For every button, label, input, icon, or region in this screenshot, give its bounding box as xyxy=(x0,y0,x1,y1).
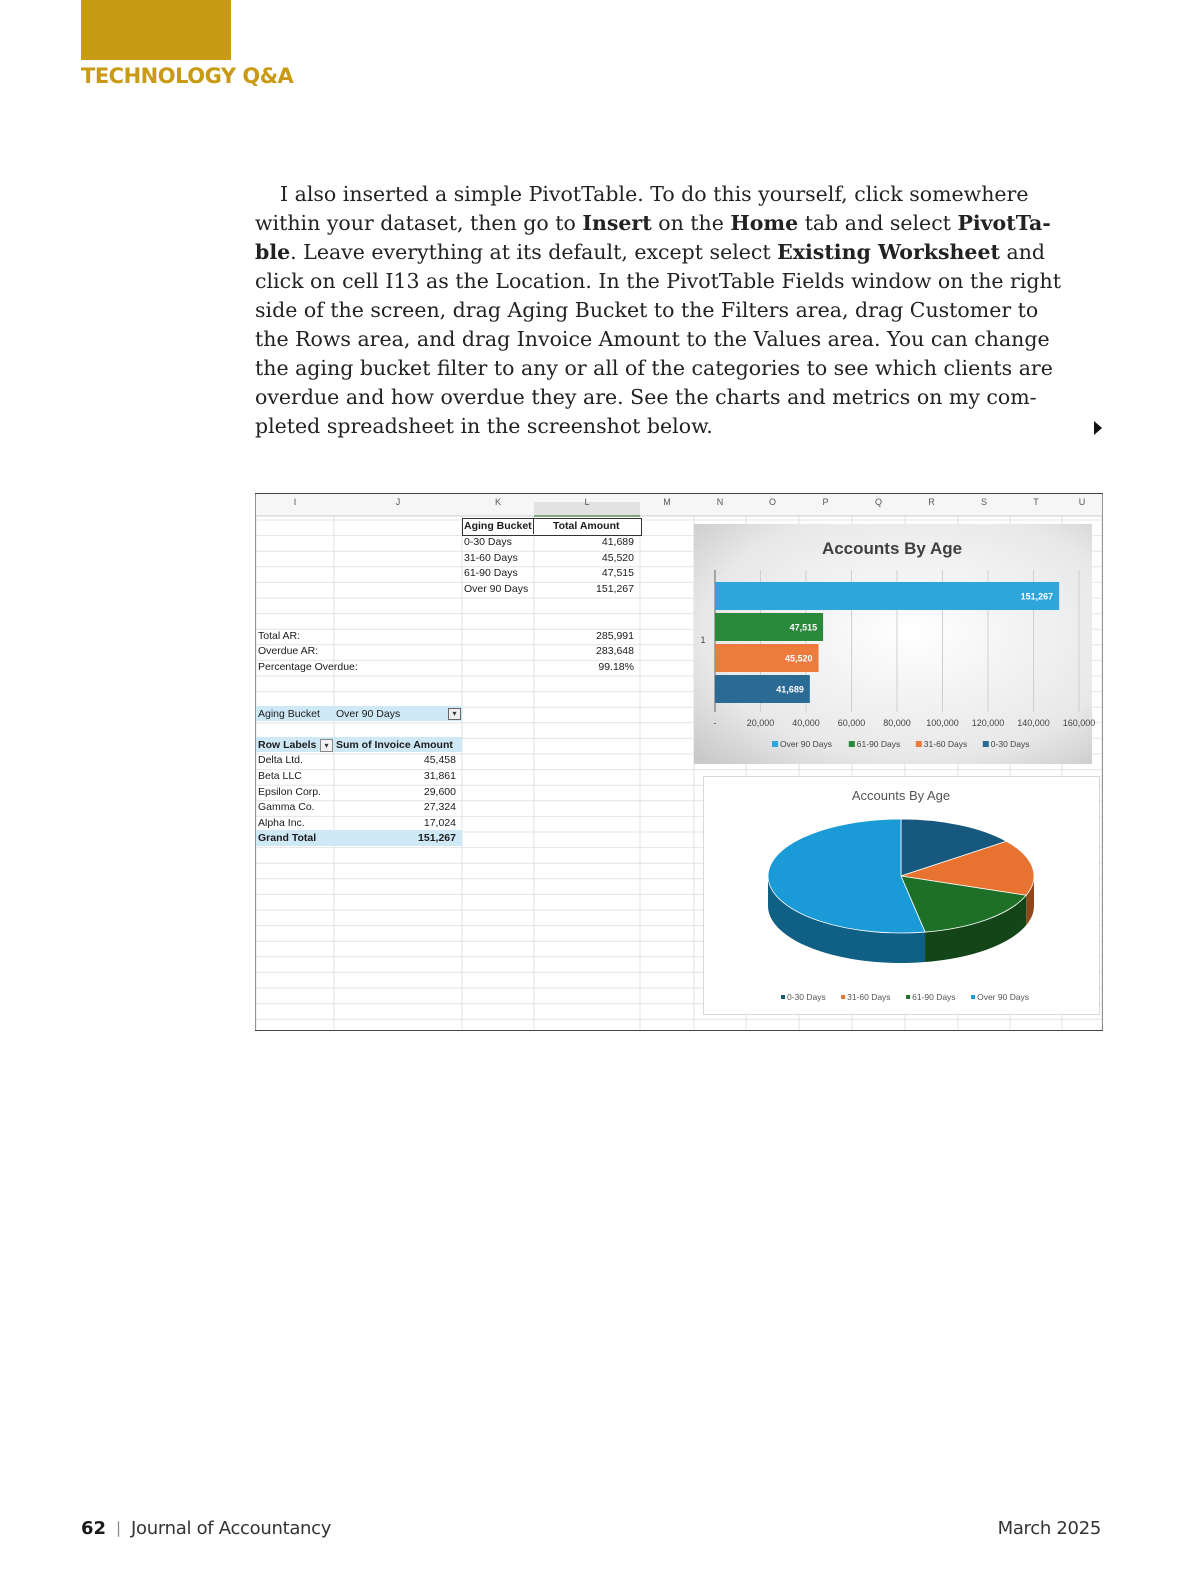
column-header[interactable]: T xyxy=(1033,497,1039,507)
text-run: overdue and how overdue they are. See the charts and metrics on my com- xyxy=(255,385,1037,409)
aging-amount-cell: 45,520 xyxy=(601,551,634,564)
legend-label: 0-30 Days xyxy=(787,992,826,1002)
bar-chart-title: Accounts By Age xyxy=(821,539,963,558)
legend-swatch xyxy=(906,995,910,999)
legend-label: 31-60 Days xyxy=(847,992,891,1002)
article-line xyxy=(255,238,1103,267)
pivot-value: 45,458 xyxy=(423,754,456,767)
legend-swatch xyxy=(849,741,855,747)
article-line xyxy=(255,383,1103,412)
pivot-value: 17,024 xyxy=(423,816,456,829)
x-tick-label: 60,000 xyxy=(837,718,866,728)
metric-label: Total AR: xyxy=(258,629,301,642)
article-line xyxy=(255,412,1103,441)
text-run: on the xyxy=(651,211,731,235)
legend-label: 31-60 Days xyxy=(923,739,968,749)
aging-amount-cell: 151,267 xyxy=(596,582,634,595)
column-header[interactable]: S xyxy=(980,497,987,507)
metric-value: 285,991 xyxy=(596,629,634,642)
text-run: click on cell I13 as the Location. In the PivotTable Fields window on the right xyxy=(255,269,1061,293)
pivot-value: 31,861 xyxy=(423,770,456,783)
column-header[interactable]: I xyxy=(293,497,297,507)
text-run: . Leave everything at its default, except select xyxy=(290,240,778,264)
issue-date: March 2025 xyxy=(997,1518,1101,1539)
x-tick-label: 40,000 xyxy=(792,718,820,728)
pivot-grand-total-label: Grand Total xyxy=(258,832,317,845)
legend-swatch xyxy=(983,741,989,747)
column-header[interactable]: K xyxy=(494,497,501,507)
aging-amount-cell: 41,689 xyxy=(601,536,634,549)
text-run: pleted spreadsheet in the screenshot below. xyxy=(255,414,713,438)
page-number: 62 xyxy=(81,1518,107,1539)
bar xyxy=(715,582,1059,610)
total-amount-header: Total Amount xyxy=(553,520,620,533)
pivot-customer: Epsilon Corp. xyxy=(258,785,322,798)
column-header[interactable]: N xyxy=(716,497,724,507)
x-tick-label: - xyxy=(713,718,717,728)
bar-data-label: 47,515 xyxy=(789,622,818,633)
column-header[interactable]: U xyxy=(1078,497,1086,507)
pivot-grand-total-value: 151,267 xyxy=(418,832,456,845)
pivot-customer: Gamma Co. xyxy=(258,801,315,814)
aging-bucket-header: Aging Bucket xyxy=(464,520,532,533)
legend-swatch xyxy=(916,741,922,747)
filter-dropdown-icon[interactable]: ▾ xyxy=(448,708,461,720)
aging-bucket-cell: 0-30 Days xyxy=(464,536,512,549)
footer-separator: | xyxy=(116,1519,122,1537)
bar-chart xyxy=(694,524,1096,764)
legend-label: Over 90 Days xyxy=(977,992,1030,1002)
legend-swatch xyxy=(971,995,975,999)
legend-label: 61-90 Days xyxy=(856,739,901,749)
aging-bucket-cell: 61-90 Days xyxy=(464,567,518,580)
legend-swatch xyxy=(772,741,778,747)
column-header[interactable]: R xyxy=(928,497,935,507)
metric-value: 283,648 xyxy=(596,645,634,658)
article-line xyxy=(255,296,1103,325)
text-run: and xyxy=(999,240,1046,264)
spreadsheet-screenshot xyxy=(255,493,1103,1031)
text-run: tab and select xyxy=(798,211,958,235)
x-tick-label: 20,000 xyxy=(746,718,775,728)
bar-data-label: 41,689 xyxy=(776,684,804,695)
text-run: I also inserted a simple PivotTable. To do this yourself, click somewhere xyxy=(280,182,1029,206)
column-header[interactable]: P xyxy=(822,497,829,507)
pie-chart-panel xyxy=(703,776,1100,1016)
column-header[interactable]: Q xyxy=(874,497,882,507)
category-label: 1 xyxy=(700,635,706,645)
column-header[interactable]: J xyxy=(395,497,401,507)
bar-chart-panel xyxy=(694,524,1096,764)
legend-label: Over 90 Days xyxy=(780,739,832,749)
bold-term: Insert xyxy=(582,211,652,235)
column-header[interactable]: O xyxy=(768,497,776,507)
x-tick-label: 100,000 xyxy=(926,718,959,728)
aging-bucket-cell: Over 90 Days xyxy=(464,582,529,595)
section-label: TECHNOLOGY Q&A xyxy=(81,64,294,88)
text-run: side of the screen, drag Aging Bucket to the Filters area, drag Customer to xyxy=(255,298,1039,322)
legend-label: 0-30 Days xyxy=(990,739,1030,749)
text-run: within your dataset, then go to xyxy=(255,211,583,235)
aging-table-header-divider xyxy=(533,518,534,534)
legend-swatch xyxy=(781,995,785,999)
bar-data-label: 45,520 xyxy=(785,653,813,664)
pivot-customer: Delta Ltd. xyxy=(258,754,303,767)
pivot-customer: Beta LLC xyxy=(258,770,302,783)
pivot-filter-value: Over 90 Days xyxy=(336,707,401,720)
bold-term: PivotTa- xyxy=(957,211,1051,235)
x-tick-label: 140,000 xyxy=(1017,718,1050,728)
metric-value: 99.18% xyxy=(598,660,634,673)
metric-label: Overdue AR: xyxy=(258,645,319,658)
article-line xyxy=(255,209,1103,238)
pivot-value: 27,324 xyxy=(423,801,456,814)
text-run: the Rows area, and drag Invoice Amount to the Values area. You can change xyxy=(255,327,1050,351)
aging-bucket-cell: 31-60 Days xyxy=(464,551,518,564)
article-line xyxy=(255,325,1103,354)
pie-chart-title: Accounts By Age xyxy=(851,788,951,803)
sort-filter-icon[interactable]: ▾ xyxy=(320,739,333,752)
pie-chart xyxy=(703,776,1100,1016)
x-tick-label: 120,000 xyxy=(971,718,1005,728)
pivot-sum-header: Sum of Invoice Amount xyxy=(336,738,453,751)
pivot-customer: Alpha Inc. xyxy=(258,816,305,829)
article-paragraph xyxy=(255,180,1103,441)
legend-swatch xyxy=(841,995,845,999)
metric-label: Percentage Overdue: xyxy=(258,660,358,673)
article-line xyxy=(255,354,1103,383)
article-line xyxy=(255,180,1103,209)
bold-term: ble xyxy=(255,240,291,264)
pivot-filter-label: Aging Bucket xyxy=(258,707,320,720)
bold-term: Existing Worksheet xyxy=(777,240,1000,264)
continue-arrow-icon xyxy=(1094,421,1102,435)
bold-term: Home xyxy=(730,211,799,235)
x-tick-label: 80,000 xyxy=(883,718,911,728)
aging-amount-cell: 47,515 xyxy=(601,567,634,580)
legend-label: 61-90 Days xyxy=(912,992,956,1002)
column-header[interactable]: M xyxy=(663,497,671,507)
journal-name: Journal of Accountancy xyxy=(131,1518,332,1539)
pivot-value: 29,600 xyxy=(423,785,456,798)
bar-data-label: 151,267 xyxy=(1020,591,1054,602)
text-run: the aging bucket filter to any or all of the categories to see which clients are xyxy=(255,356,1053,380)
x-tick-label: 160,000 xyxy=(1062,718,1096,728)
column-header[interactable]: L xyxy=(584,497,590,507)
pivot-row-labels-header: Row Labels xyxy=(258,738,317,751)
article-line xyxy=(255,267,1103,296)
header-color-block xyxy=(81,0,231,60)
